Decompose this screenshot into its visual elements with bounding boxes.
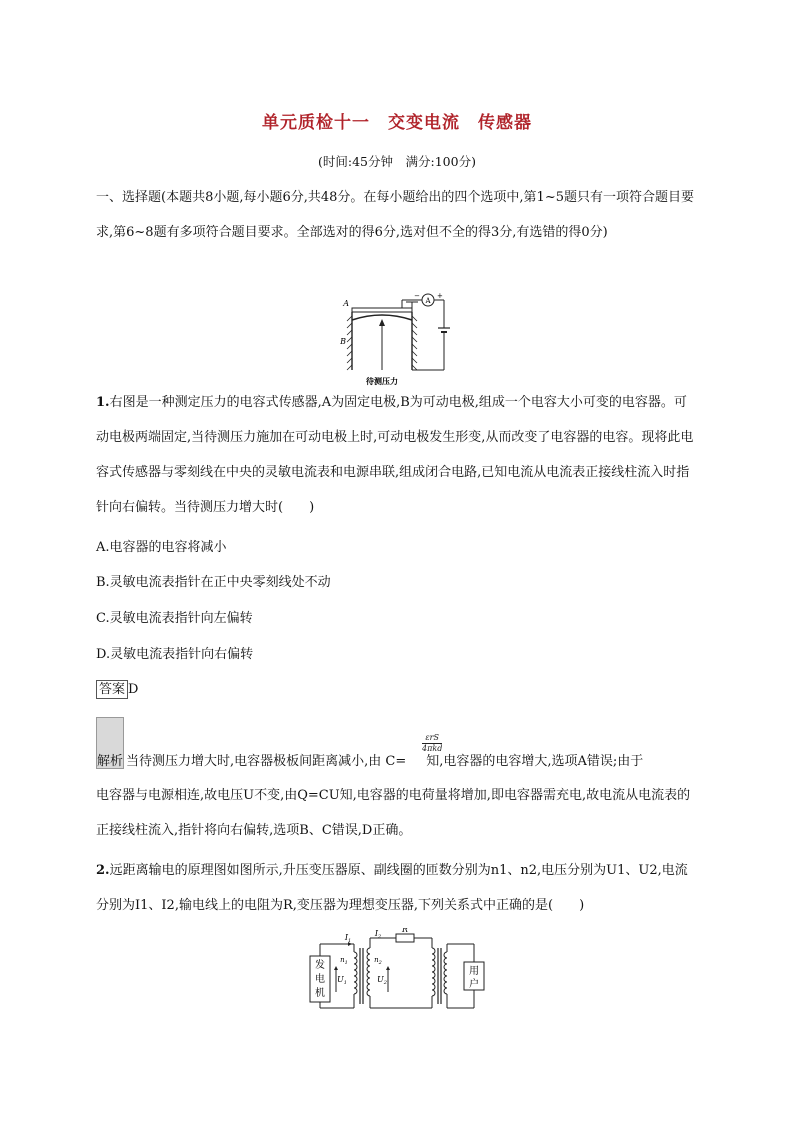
question-1-text: 右图是一种测定压力的电容式传感器,A为固定电极,B为可动电极,组成一个电容大小可变的电容器。可动电极两端固定,当待测压力施加在可动电极上时,可动电极发生形变,从而改变了电容器的电容。现将此电容式传感器与零刻线在中央的灵敏电流表和电源串联,组成闭合电路,已知电流从电流表正接线柱流入时指针向右偏转。当待测压力增大时( ) [96, 395, 694, 515]
figure-capacitive-sensor [336, 292, 460, 388]
option-a: A.电容器的电容将减小 [96, 540, 227, 555]
question-2-text: 远距离输电的原理图如图所示,升压变压器原、副线圈的匝数分别为n1、n2,电压分别为U1、U2,电流分别为I1、I2,输电线上的电阻为R,变压器为理想变压器,下列关系式中正确的是( ) [96, 863, 688, 913]
option-c: C.灵敏电流表指针向左偏转 [96, 611, 253, 626]
analysis-label: 解析 [97, 754, 124, 769]
analysis-tag [96, 717, 124, 769]
analysis-text-rest: 知,电容器的电容增大,选项A错误;由于 [426, 754, 644, 769]
label-i1: $I_1$ [344, 933, 352, 944]
figure-caption: 待测压力 [366, 376, 398, 386]
page-title: 单元质检十一 交变电流 传感器 [262, 113, 532, 133]
figure-transmission [298, 928, 498, 1012]
user-label-2: 户 [469, 979, 479, 990]
label-a: A [343, 299, 349, 308]
label-r: R [401, 928, 409, 934]
label-n1: $n_1$ [340, 956, 348, 966]
label-i2: $I_2$ [374, 929, 382, 940]
answer-line [96, 680, 138, 700]
generator-label-2: 电 [315, 974, 325, 985]
resistor-icon [396, 934, 414, 942]
electrode-a [352, 308, 412, 312]
generator-label-1: 发 [315, 960, 325, 971]
option-d: D.灵敏电流表指针向右偏转 [96, 647, 254, 662]
user-label-1: 用 [469, 966, 479, 977]
question-2-stem [96, 853, 698, 923]
label-minus: − [414, 292, 420, 300]
label-plus: + [437, 292, 443, 300]
answer-label: 答案 [96, 680, 128, 699]
analysis-text-start: 当待测压力增大时,电容器极板间距离减小,由 C= [126, 754, 407, 769]
capacitance-formula [422, 733, 442, 753]
question-2-number: 2. [96, 863, 110, 878]
label-u1: $U_1$ [337, 975, 347, 986]
formula-numerator: εrS [425, 733, 439, 742]
label-u2: $U_2$ [377, 975, 387, 986]
question-1-number: 1. [96, 395, 110, 410]
generator-label-3: 机 [315, 988, 325, 999]
page-subtitle: (时间:45分钟 满分:100分) [318, 154, 476, 169]
formula-denominator: 4πkd [422, 744, 443, 753]
label-n2: $n_2$ [374, 956, 382, 966]
analysis-rest: 电容器与电源相连,故电压U不变,由Q=CU知,电容器的电荷量将增加,即电容器需充电,故电流从电流表的正接线柱流入,指针将向右偏转,选项B、C错误,D正确。 [96, 788, 691, 838]
label-b: B [340, 337, 346, 346]
answer-value: D [128, 682, 139, 697]
option-b: B.灵敏电流表指针在正中央零刻线处不动 [96, 575, 331, 590]
question-1-stem [96, 385, 698, 525]
label-meter: A [425, 297, 431, 305]
analysis-line-1 [126, 752, 643, 772]
section-intro: 一、选择题(本题共8小题,每小题6分,共48分。在每小题给出的四个选项中,第1~5题只有一项符合题目要求,第6~8题有多项符合题目要求。全部选对的得6分,选对但不全的得3分,有选错的得0分) [96, 190, 694, 240]
